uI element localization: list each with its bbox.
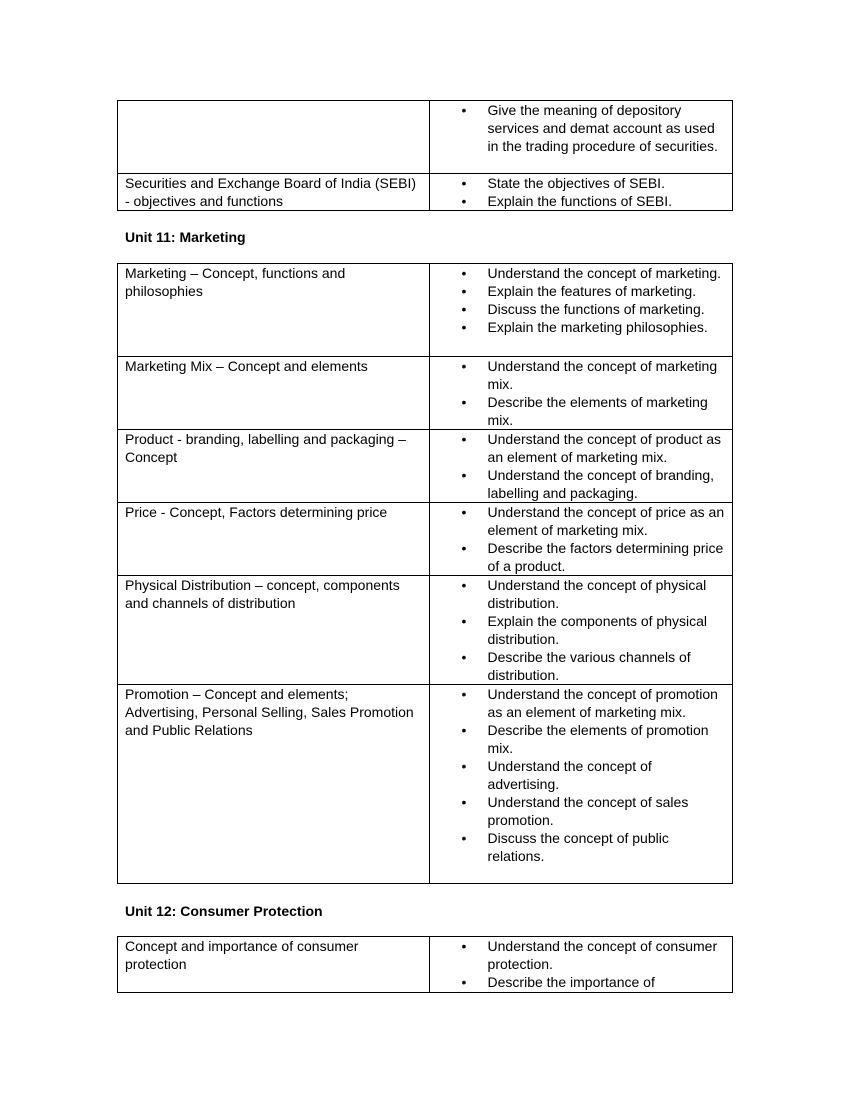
topic-cell: Product - branding, labelling and packaging – Concept: [118, 430, 430, 503]
syllabus-table-consumer-protection: [117, 936, 733, 993]
topic-cell: Promotion – Concept and elements; Advertising, Personal Selling, Sales Promotion and Public Relations: [118, 685, 430, 884]
table-row: [118, 174, 733, 211]
list-item: • Understand the concept of promotion as an element of marketing mix.: [430, 685, 725, 721]
topic-cell: Marketing – Concept, functions and philosophies: [118, 264, 430, 357]
list-item: • Give the meaning of depository services and demat account as used in the trading procedure of securities.: [430, 101, 725, 155]
list-item: • Understand the concept of physical distribution.: [430, 576, 725, 612]
list-item: • Explain the marketing philosophies.: [430, 318, 725, 336]
unit-heading: Unit 11: Marketing: [125, 229, 246, 245]
table-row: [118, 685, 733, 884]
syllabus-table-marketing: [117, 263, 733, 884]
topic-cell: [118, 101, 430, 174]
list-item: • Describe the elements of marketing mix.: [430, 393, 725, 429]
outcomes-cell: [429, 101, 732, 174]
syllabus-table-continued: [117, 100, 733, 211]
table-row: [118, 576, 733, 685]
topic-cell: Physical Distribution – concept, components and channels of distribution: [118, 576, 430, 685]
list-item: • Understand the concept of advertising.: [430, 757, 725, 793]
list-item: • State the objectives of SEBI.: [430, 174, 725, 192]
list-item: • Understand the concept of product as an element of marketing mix.: [430, 430, 725, 466]
list-item: • Describe the elements of promotion mix.: [430, 721, 725, 757]
outcomes-list: [430, 174, 725, 210]
outcomes-cell: [429, 357, 732, 430]
list-item: • Describe the importance of: [430, 973, 725, 991]
outcomes-list: [430, 937, 725, 991]
list-item: • Discuss the functions of marketing.: [430, 300, 725, 318]
outcomes-cell: [429, 503, 732, 576]
list-item: • Understand the concept of marketing.: [430, 264, 725, 282]
outcomes-list: [430, 264, 725, 336]
topic-cell: Securities and Exchange Board of India (SEBI) - objectives and functions: [118, 174, 430, 211]
list-item: • Understand the concept of sales promotion.: [430, 793, 725, 829]
outcomes-cell: [429, 685, 732, 884]
unit-heading: Unit 12: Consumer Protection: [125, 903, 323, 919]
list-item: • Understand the concept of price as an element of marketing mix.: [430, 503, 725, 539]
table-row: [118, 264, 733, 357]
outcomes-cell: [429, 174, 732, 211]
table-row: [118, 430, 733, 503]
outcomes-list: [430, 430, 725, 502]
list-item: • Explain the components of physical distribution.: [430, 612, 725, 648]
list-item: • Understand the concept of branding, labelling and packaging.: [430, 466, 725, 502]
outcomes-list: [430, 357, 725, 429]
list-item: • Describe the factors determining price of a product.: [430, 539, 725, 575]
topic-cell: Concept and importance of consumer protection: [118, 937, 430, 993]
outcomes-cell: [429, 264, 732, 357]
table-row: [118, 101, 733, 174]
table-row: [118, 937, 733, 993]
list-item: • Describe the various channels of distribution.: [430, 648, 725, 684]
list-item: • Understand the concept of marketing mix.: [430, 357, 725, 393]
outcomes-list: [430, 101, 725, 155]
outcomes-list: [430, 503, 725, 575]
table-row: [118, 503, 733, 576]
outcomes-cell: [429, 937, 732, 993]
list-item: • Understand the concept of consumer protection.: [430, 937, 725, 973]
list-item: • Discuss the concept of public relations.: [430, 829, 725, 865]
topic-cell: Price - Concept, Factors determining price: [118, 503, 430, 576]
table-row: [118, 357, 733, 430]
outcomes-list: [430, 576, 725, 684]
list-item: • Explain the features of marketing.: [430, 282, 725, 300]
outcomes-cell: [429, 430, 732, 503]
topic-cell: Marketing Mix – Concept and elements: [118, 357, 430, 430]
list-item: • Explain the functions of SEBI.: [430, 192, 725, 210]
outcomes-cell: [429, 576, 732, 685]
outcomes-list: [430, 685, 725, 865]
